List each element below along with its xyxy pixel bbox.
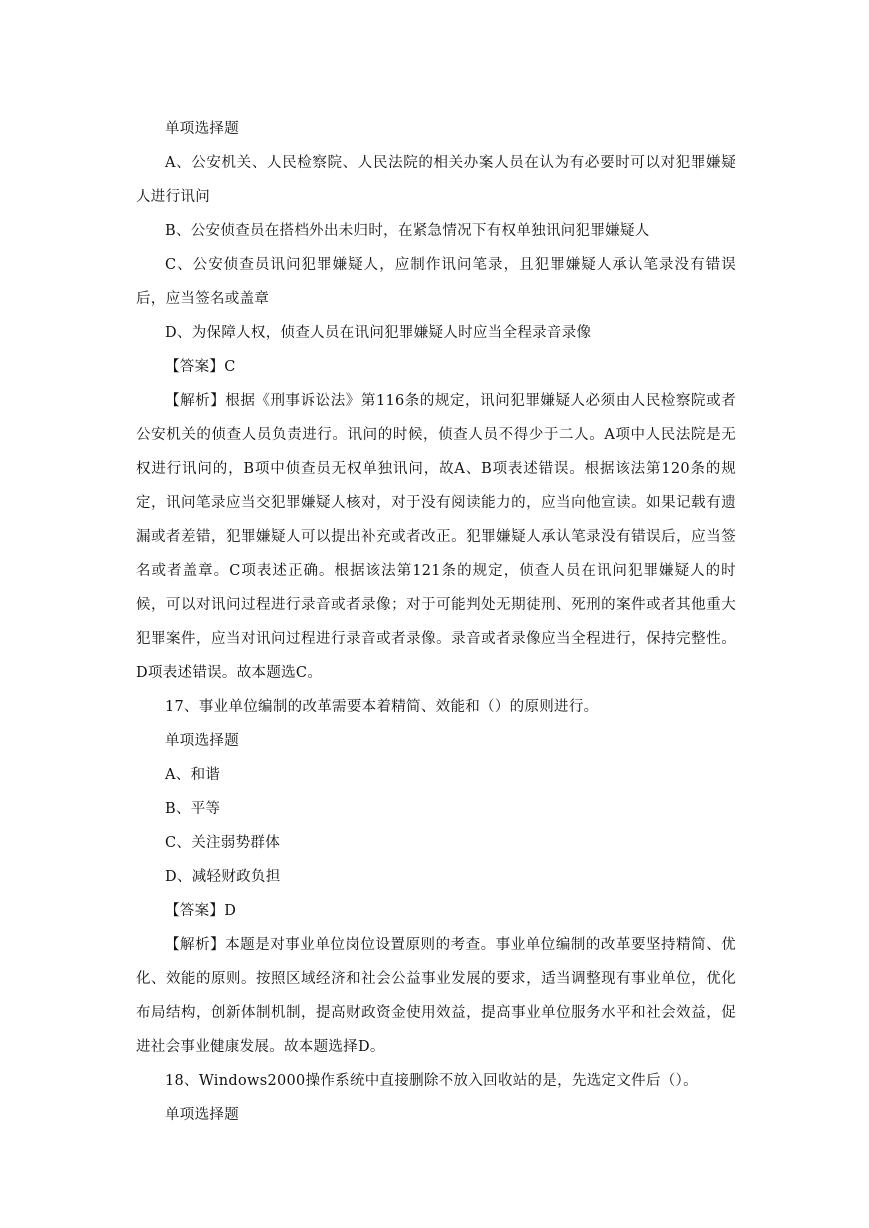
option-b: B、平等 — [165, 801, 221, 817]
question-type-label: 单项选择题 — [165, 121, 239, 137]
question-type-label: 单项选择题 — [165, 733, 239, 749]
answer: 【答案】D — [165, 903, 237, 919]
option-c: C、公安侦查员讯问犯罪嫌疑人，应制作讯问笔录，且犯罪嫌疑人承认笔录没有错误后，应当签名或盖章 — [136, 257, 736, 307]
option-d: D、为保障人权，侦查人员在讯问犯罪嫌疑人时应当全程录音录像 — [165, 325, 592, 341]
answer: 【答案】C — [165, 359, 236, 375]
question-17: 17、事业单位编制的改革需要本着精简、效能和（）的原则进行。 — [165, 699, 599, 715]
document-body — [136, 112, 736, 1132]
question-18: 18、Windows2000操作系统中直接删除不放入回收站的是，先选定文件后（）。 — [165, 1073, 698, 1089]
explanation: 【解析】本题是对事业单位岗位设置原则的考查。事业单位编制的改革要坚持精简、优化、效能的原则。按照区域经济和社会公益事业发展的要求，适当调整现有事业单位，优化布局结构，创新体制机制，提高财政资金使用效益，提高事业单位服务水平和社会效益，促进社会事业健康发展。故本题选择D。 — [136, 937, 736, 1055]
option-b: B、公安侦查员在搭档外出未归时，在紧急情况下有权单独讯问犯罪嫌疑人 — [165, 223, 650, 239]
option-d: D、减轻财政负担 — [165, 869, 281, 885]
option-c: C、关注弱势群体 — [165, 835, 280, 851]
option-a: A、公安机关、人民检察院、人民法院的相关办案人员在认为有必要时可以对犯罪嫌疑人进行讯问 — [136, 155, 736, 205]
question-type-label: 单项选择题 — [165, 1107, 239, 1123]
option-a: A、和谐 — [165, 767, 221, 783]
explanation: 【解析】根据《刑事诉讼法》第116条的规定，讯问犯罪嫌疑人必须由人民检察院或者公安机关的侦查人员负责进行。讯问的时候，侦查人员不得少于二人。A项中人民法院是无权进行讯问的，B项中侦查员无权单独讯问，故A、B项表述错误。根据该法第120条的规定，讯问笔录应当交犯罪嫌疑人核对，对于没有阅读能力的，应当向他宣读。如果记载有遗漏或者差错，犯罪嫌疑人可以提出补充或者改正。犯罪嫌疑人承认笔录没有错误后，应当签名或者盖章。C项表述正确。根据该法第121条的规定，侦查人员在讯问犯罪嫌疑人的时候，可以对讯问过程进行录音或者录像；对于可能判处无期徒刑、死刑的案件或者其他重大犯罪案件，应当对讯问过程进行录音或者录像。录音或者录像应当全程进行，保持完整性。D项表述错误。故本题选C。 — [136, 393, 736, 681]
